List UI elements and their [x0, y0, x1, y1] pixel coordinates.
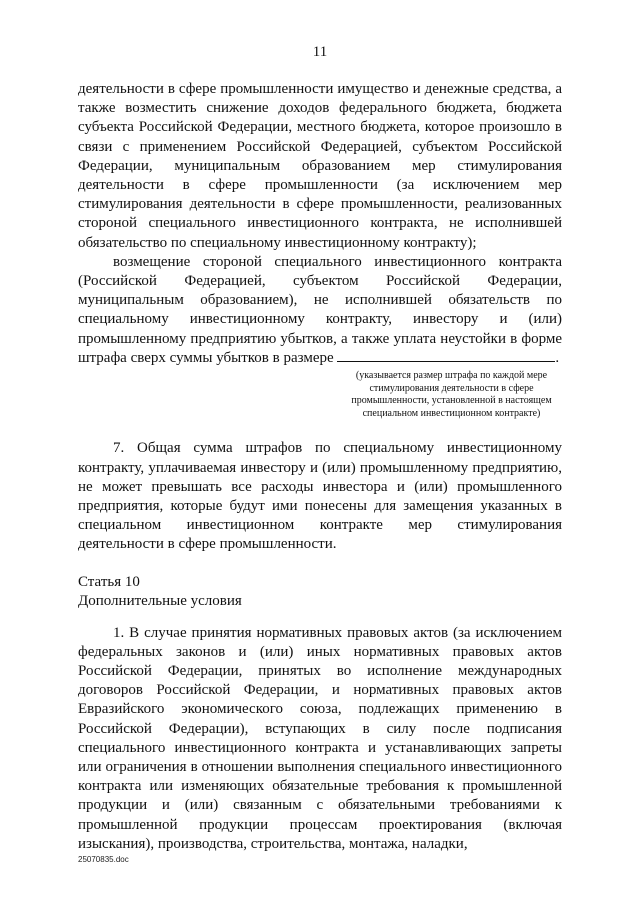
paragraph-damages-text: возмещение стороной специального инвестиционного контракта (Российской Федерацией, субъектом Российской Федерации, муниципальным образованием), не исполнившей обязательств по специальному инвестиционному контракту, инвестору и (или) промышленному предприятию убытков, а также уплата неустойки в форме штрафа сверх суммы убытков в размере: [78, 253, 562, 366]
article-number: Статья 10: [78, 573, 140, 590]
footer-file-name: 25070835.doc: [78, 855, 129, 864]
article-title: Дополнительные условия: [78, 592, 242, 609]
paragraph-article-10-item-1: 1. В случае принятия нормативных правовых актов (за исключением федеральных законов и (или) иных нормативных правовых актов Российской Федерации, принятых во исполнение международных договоров Российской Федерации, и нормативных правовых актов Евразийского экономического союза, подлежащих применению в Российской Федерации), вступающих в силу после подписания специального инвестиционного контракта и устанавливающих запреты или ограничения в отношении выполнения специального инвестиционного контракта или изменяющих обязательные требования к промышленной продукции и (или) связанным с обязательными требованиями к промышленной продукции процессам проектирования (включая изыскания), производства, строительства, монтажа, наладки,: [78, 624, 562, 852]
paragraph-property-compensation: деятельности в сфере промышленности имущество и денежные средства, а также возместить снижение доходов федерального бюджета, бюджета субъекта Российской Федерации, местного бюджета, которое произошло в связи с применением Российской Федерацией, субъектом Российской Федерации, муниципальным образованием мер стимулирования деятельности в сфере промышленности (за исключением мер стимулирования деятельности в сфере промышленности, реализованных стороной специального инвестиционного контракта, не исполнившей обязательство по специальному инвестиционному контракту);: [78, 81, 562, 251]
paragraph-damages: [78, 253, 562, 368]
page-number: 11: [312, 44, 328, 60]
penalty-amount-note: (указывается размер штрафа по каждой мере стимулирования деятельности в сфере промышленности, установленной в настоящем специальном инвестиционном контракте): [351, 370, 552, 419]
paragraph-damages-end: .: [555, 349, 560, 366]
penalty-amount-blank: [337, 349, 555, 362]
paragraph-item-7: 7. Общая сумма штрафов по специальному инвестиционному контракту, уплачиваемая инвестору и (или) промышленному предприятию, не может превышать все расходы инвестора и (или) промышленного предприятия, которые будут ими понесены для замещения указанных в специальном инвестиционном контракте мер стимулирования деятельности в сфере промышленности.: [78, 440, 562, 553]
document-body: [78, 80, 562, 854]
